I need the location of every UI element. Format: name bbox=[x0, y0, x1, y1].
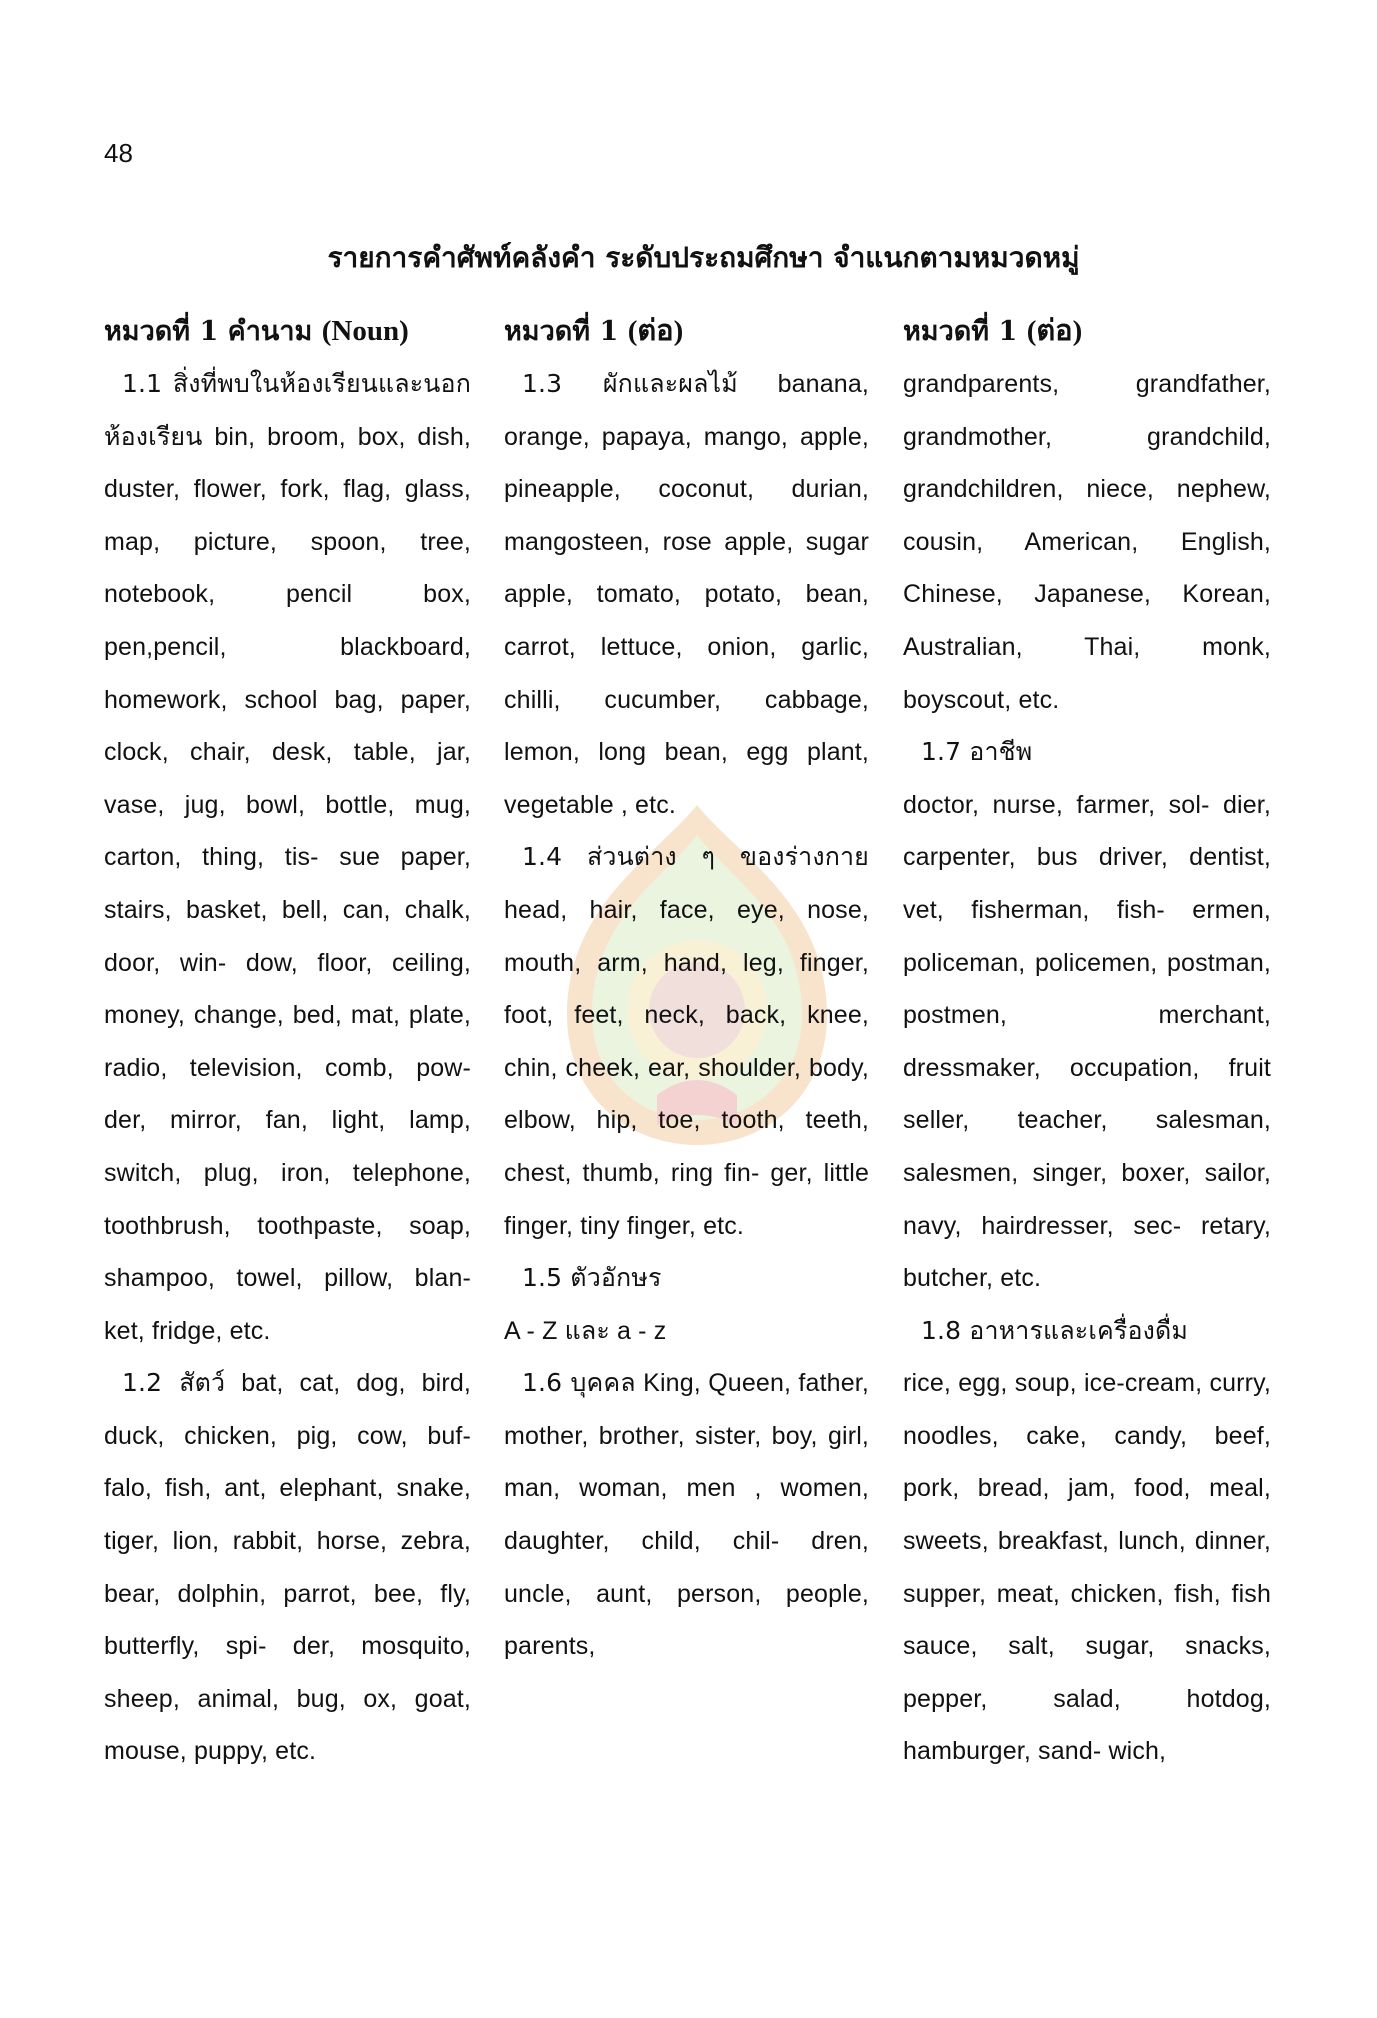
column-2 bbox=[504, 305, 869, 1673]
page-number: 48 bbox=[104, 138, 133, 168]
section-1-5: 1.5 ตัวอักษร A - Z และ a - z bbox=[504, 1263, 667, 1345]
section-1-3: 1.3 ผักและผลไม้ banana, orange, papaya, mango, apple, pineapple, coconut, durian, mangosteen, rose apple, sugar apple, tomato, potato, bean, carrot, lettuce, onion, garlic, chilli, cucumber, cabbage, lemon, long bean, egg plant, vegetable , etc. bbox=[504, 369, 869, 819]
section-1-6: 1.6 บุคคล King, Queen, father, mother, brother, sister, boy, girl, man, woman, men , women, daughter, child, chil- dren, uncle, aunt, person, people, parents, bbox=[504, 1368, 869, 1661]
column-1 bbox=[104, 305, 471, 1778]
column-heading: หมวดที่ 1 (ต่อ) bbox=[903, 315, 1083, 347]
section-1-2: 1.2 สัตว์ bat, cat, dog, bird, duck, chicken, pig, cow, buf- falo, fish, ant, elephant, snake, tiger, lion, rabbit, horse, zebra, bear, dolphin, parrot, bee, fly, butterfly, spi- der, mosquito, sheep, animal, bug, ox, goat, mouse, puppy, etc. bbox=[104, 1368, 471, 1766]
section-1-6-continued: grandparents, grandfather, grandmother, grandchild, grandchildren, niece, nephew, cousin, American, English, Chinese, Japanese, Korean, Australian, Thai, monk, boyscout, etc. bbox=[903, 370, 1271, 714]
column-heading: หมวดที่ 1 คำนาม (Noun) bbox=[104, 315, 409, 347]
column-heading: หมวดที่ 1 (ต่อ) bbox=[504, 315, 684, 347]
section-1-7: 1.7 อาชีพ doctor, nurse, farmer, sol- dier, carpenter, bus driver, dentist, vet, fisherman, fish- ermen, policeman, policemen, postman, postmen, merchant, dressmaker, occupation, fruit seller, teacher, salesman, salesmen, singer, boxer, sailor, navy, hairdresser, sec- retary, butcher, etc. bbox=[903, 737, 1271, 1293]
section-1-8: 1.8 อาหารและเครื่องดื่ม rice, egg, soup, ice-cream, curry, noodles, cake, candy, beef, pork, bread, jam, food, meal, sweets, breakfast, lunch, dinner, supper, meat, chicken, fish, fish sauce, salt, sugar, snacks, pepper, salad, hotdog, hamburger, sand- wich, bbox=[903, 1315, 1271, 1766]
column-3 bbox=[903, 305, 1271, 1778]
page-title: รายการคำศัพท์คลังคำ ระดับประถมศึกษา จำแนกตามหมวดหมู่ bbox=[327, 241, 1080, 274]
section-1-1: 1.1 สิ่งที่พบในห้องเรียนและนอกห้องเรียน bin, broom, box, dish, duster, flower, fork, flag, glass, map, picture, spoon, tree, notebook, pencil box, pen,pencil, blackboard, homework, school bag, paper, clock, chair, desk, table, jar, vase, jug, bowl, bottle, mug, carton, thing, tis- sue paper, stairs, basket, bell, can, chalk, door, win- dow, floor, ceiling, money, change, bed, mat, plate, radio, television, comb, pow- der, mirror, fan, light, lamp, switch, plug, iron, telephone, toothbrush, toothpaste, soap, shampoo, towel, pillow, blan- ket, fridge, etc. bbox=[104, 369, 471, 1345]
section-1-4: 1.4 ส่วนต่าง ๆ ของร่างกาย head, hair, face, eye, nose, mouth, arm, hand, leg, finger, foot, feet, neck, back, knee, chin, cheek, ear, shoulder, body, elbow, hip, toe, tooth, teeth, chest, thumb, ring fin- ger, little finger, tiny finger, etc. bbox=[504, 842, 869, 1240]
